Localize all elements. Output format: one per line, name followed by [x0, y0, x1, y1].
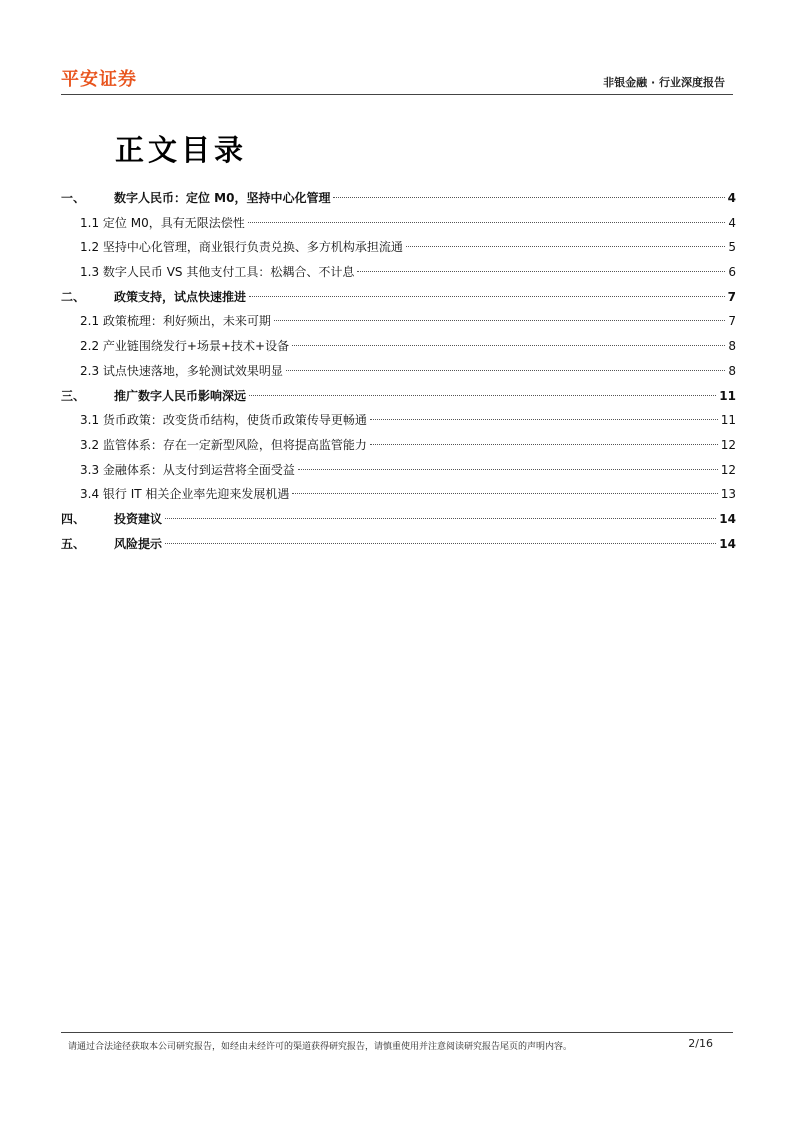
toc-dot-leader [249, 296, 725, 297]
toc-entry-title: 3.4 银行 IT 相关企业率先迎来发展机遇 [80, 487, 290, 502]
toc-chapter-link[interactable] [61, 186, 736, 211]
toc-page-number: 12 [720, 462, 736, 477]
toc-section-link[interactable] [61, 260, 736, 285]
toc-chapter-number: 二、 [61, 289, 86, 304]
toc-dot-leader [292, 493, 717, 494]
toc-dot-leader [298, 469, 718, 470]
toc-chapter-number: 一、 [61, 191, 86, 205]
toc-section-link[interactable] [61, 211, 736, 236]
toc-section-link[interactable] [61, 433, 736, 458]
toc-page-number: 5 [728, 240, 736, 255]
toc-chapter-number: 三、 [61, 388, 86, 403]
toc-dot-leader [165, 543, 716, 544]
toc-section-link[interactable] [61, 359, 736, 384]
toc-entry-title: 3.2 监管体系：存在一定新型风险，但将提高监管能力 [80, 437, 367, 452]
toc-page-number: 8 [728, 339, 736, 354]
page-header [61, 62, 733, 95]
toc-dot-leader [370, 419, 718, 420]
toc-page-number: 13 [720, 487, 736, 502]
toc-dot-leader [406, 246, 725, 247]
toc-dot-leader [357, 271, 725, 272]
toc-entry-title: 推广数字人民币影响深远 [114, 388, 247, 403]
toc-chapter-link[interactable] [61, 285, 736, 310]
toc-page-number: 12 [720, 437, 736, 452]
toc-chapter-link[interactable] [61, 532, 736, 557]
toc-page-number: 14 [719, 511, 736, 526]
toc-entry-title: 2.3 试点快速落地，多轮测试效果明显 [80, 363, 283, 378]
toc-section-link[interactable] [61, 458, 736, 483]
toc-entry-title: 投资建议 [114, 511, 163, 526]
toc-entry-title: 3.3 金融体系：从支付到运营将全面受益 [80, 462, 295, 477]
toc-dot-leader [248, 222, 726, 223]
toc-title: 正文目录 [115, 133, 248, 167]
toc-section-link[interactable] [61, 482, 736, 507]
toc-section-link[interactable] [61, 408, 736, 433]
toc-dot-leader [286, 370, 725, 371]
toc-entry-title: 1.2 坚持中心化管理，商业银行负责兑换、多方机构承担流通 [80, 240, 403, 255]
toc-entry-title: 2.2 产业链围绕发行+场景+技术+设备 [80, 339, 290, 354]
toc-entry-title: 1.3 数字人民币 VS 其他支付工具：松耦合、不计息 [80, 265, 355, 280]
toc-entry-title: 2.1 政策梳理：利好频出，未来可期 [80, 314, 271, 329]
toc-entry-title: 1.1 定位 M0，具有无限法偿性 [80, 215, 245, 230]
footer-divider [61, 1032, 733, 1033]
toc-entry-title: 3.1 货币政策：改变货币结构，使货币政策传导更畅通 [80, 413, 367, 428]
toc-section-link[interactable] [61, 309, 736, 334]
toc-page-number: 7 [727, 289, 736, 304]
brand-logo: 平安证券 [61, 69, 137, 90]
toc-dot-leader [292, 345, 725, 346]
toc-page-number: 7 [728, 314, 736, 329]
toc-dot-leader [370, 444, 718, 445]
footer-disclaimer: 请通过合法途径获取本公司研究报告，如经由未经许可的渠道获得研究报告，请慎重使用并注意阅读研究报告尾页的声明内容。 [68, 1042, 573, 1052]
table-of-contents [61, 186, 736, 556]
toc-dot-leader [249, 395, 716, 396]
toc-page-number: 8 [728, 363, 736, 378]
toc-page-number: 11 [719, 388, 736, 403]
toc-dot-leader [333, 197, 724, 198]
toc-chapter-number: 五、 [61, 536, 86, 551]
toc-entry-title: 风险提示 [114, 536, 163, 551]
toc-section-link[interactable] [61, 334, 736, 359]
toc-entry-title: 政策支持，试点快速推进 [114, 289, 247, 304]
toc-entry-title: 数字人民币：定位 M0，坚持中心化管理 [114, 191, 331, 205]
toc-dot-leader [274, 320, 725, 321]
page-number: 2/16 [688, 1037, 713, 1050]
toc-page-number: 11 [720, 413, 736, 428]
toc-chapter-link[interactable] [61, 507, 736, 532]
toc-page-number: 4 [727, 191, 736, 205]
toc-chapter-number: 四、 [61, 511, 86, 526]
toc-page-number: 4 [728, 215, 736, 230]
toc-page-number: 6 [728, 265, 736, 280]
toc-dot-leader [165, 518, 716, 519]
report-type: 非银金融 · 行业深度报告 [603, 76, 725, 89]
toc-chapter-link[interactable] [61, 384, 736, 409]
toc-page-number: 14 [719, 536, 736, 551]
toc-section-link[interactable] [61, 235, 736, 260]
